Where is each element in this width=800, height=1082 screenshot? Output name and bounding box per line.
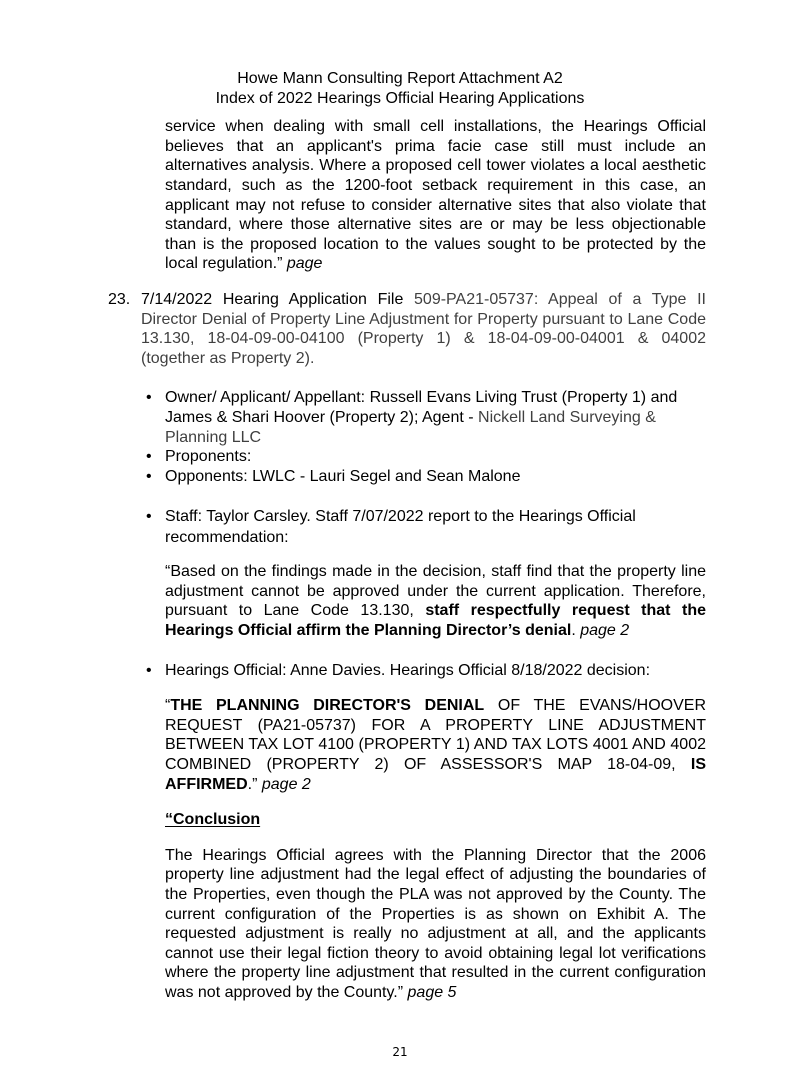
ho-quote-text: OF THE EVANS/HOOVER REQUEST (PA21-05737) FOR A PROPERTY LINE ADJUSTMENT BETWEEN TAX LOT 4100 (PROPERTY 1) AND TAX LOTS 4001 AND 4002 COMBINED (PROPERTY 2) OF ASSESSOR'S MAP 18-04-09,: [165, 697, 707, 774]
quote-text: service when dealing with small cell installations, the Hearings Official believes that an applicant's prima facie case still must include an alternatives analysis. Where a proposed cell tower violates a local aesthetic standard, such as the 1200-foot setback requirement in this case, an applicant may not refuse to consider alternative sites that also violate that standard, where those alternative sites are or may be less objectionable than is the proposed location to the values sought to be protected by the local regulation.”: [165, 118, 706, 273]
item-lead: 7/14/2022 Hearing Application File: [141, 290, 415, 308]
agent-name: Nickell Land Surveying & Planning LLC: [165, 408, 656, 446]
continued-quote: [165, 117, 706, 274]
ho-quote-end: .”: [247, 775, 262, 793]
ho-quote: [165, 696, 706, 794]
page-ref: page 2: [261, 775, 311, 793]
staff-quote-text: “Based on the findings made in the decision, staff find that the property line adjustment cannot be approved under the current application. Therefore, pursuant to Lane Code 13.130,: [165, 563, 706, 620]
conclusion-body: The Hearings Official agrees with the Planning Director that the 2006 property line adjustment had the legal effect of adjusting the boundaries of the Properties, even though the PLA was not approved by the County. The current configuration of the Properties is as shown on Exhibit A. The requested adjustment is really no adjustment at all, and the applicants cannot use their legal fiction theory to avoid obtaining legal lot verifications where the property line adjustment that resulted in the current configuration was not approved by the County.”: [165, 846, 706, 1001]
conclusion-heading-text: “Conclusion: [165, 811, 261, 829]
item-title: [108, 290, 707, 368]
proponents-text: Proponents:: [165, 448, 252, 466]
conclusion-heading: [165, 810, 706, 830]
conclusion-text: [165, 846, 706, 1003]
bullet-icon: •: [146, 448, 152, 466]
bullet-hearings-official: [146, 661, 706, 681]
ho-quote-bold: THE PLANNING DIRECTOR'S DENIAL: [170, 697, 485, 715]
page-number: 21: [392, 1044, 408, 1059]
opponents-text: Opponents: LWLC - Lauri Segel and Sean Malone: [165, 467, 521, 485]
bullet-icon: •: [146, 661, 152, 679]
staff-quote: [165, 562, 706, 640]
quote-open: “: [165, 697, 171, 715]
item-number: 23.: [108, 290, 131, 308]
page-ref: page 2: [580, 622, 630, 640]
bullet-icon: •: [146, 467, 152, 485]
bullet-proponents: [146, 447, 706, 467]
bullet-owner: [146, 388, 706, 447]
header-line-2: Index of 2022 Hearings Official Hearing Applications: [215, 89, 585, 107]
header-line-1: Howe Mann Consulting Report Attachment A2: [237, 70, 563, 87]
document-header: [0, 69, 800, 108]
staff-quote-end: .: [571, 622, 581, 640]
ho-text: Hearings Official: Anne Davies. Hearings Official 8/18/2022 decision:: [165, 661, 651, 679]
ho-quote-bold-2: IS AFFIRMED: [165, 756, 706, 793]
item-description: 509-PA21-05737: Appeal of a Type II Director Denial of Property Line Adjustment for Property pursuant to Lane Code 13.130, 18-04-09-00-04100 (Property 1) & 18-04-09-00-04001 & 04002 (together as Property 2).: [141, 290, 707, 367]
owner-text: Owner/ Applicant/ Appellant: Russell Evans Living Trust (Property 1) and James & Shari Hoover (Property 2); Agent -: [165, 389, 678, 426]
bullet-icon: •: [146, 508, 152, 526]
staff-text: Staff: Taylor Carsley. Staff 7/07/2022 report to the Hearings Official recommendation:: [165, 508, 636, 547]
staff-quote-bold: staff respectfully request that the Hearings Official affirm the Planning Director’s denial: [165, 602, 707, 640]
page-ref: page: [286, 255, 323, 273]
page-ref: page 5: [407, 983, 457, 1001]
bullet-staff: [146, 506, 706, 548]
bullet-icon: •: [146, 389, 152, 407]
bullet-opponents: [146, 467, 706, 487]
